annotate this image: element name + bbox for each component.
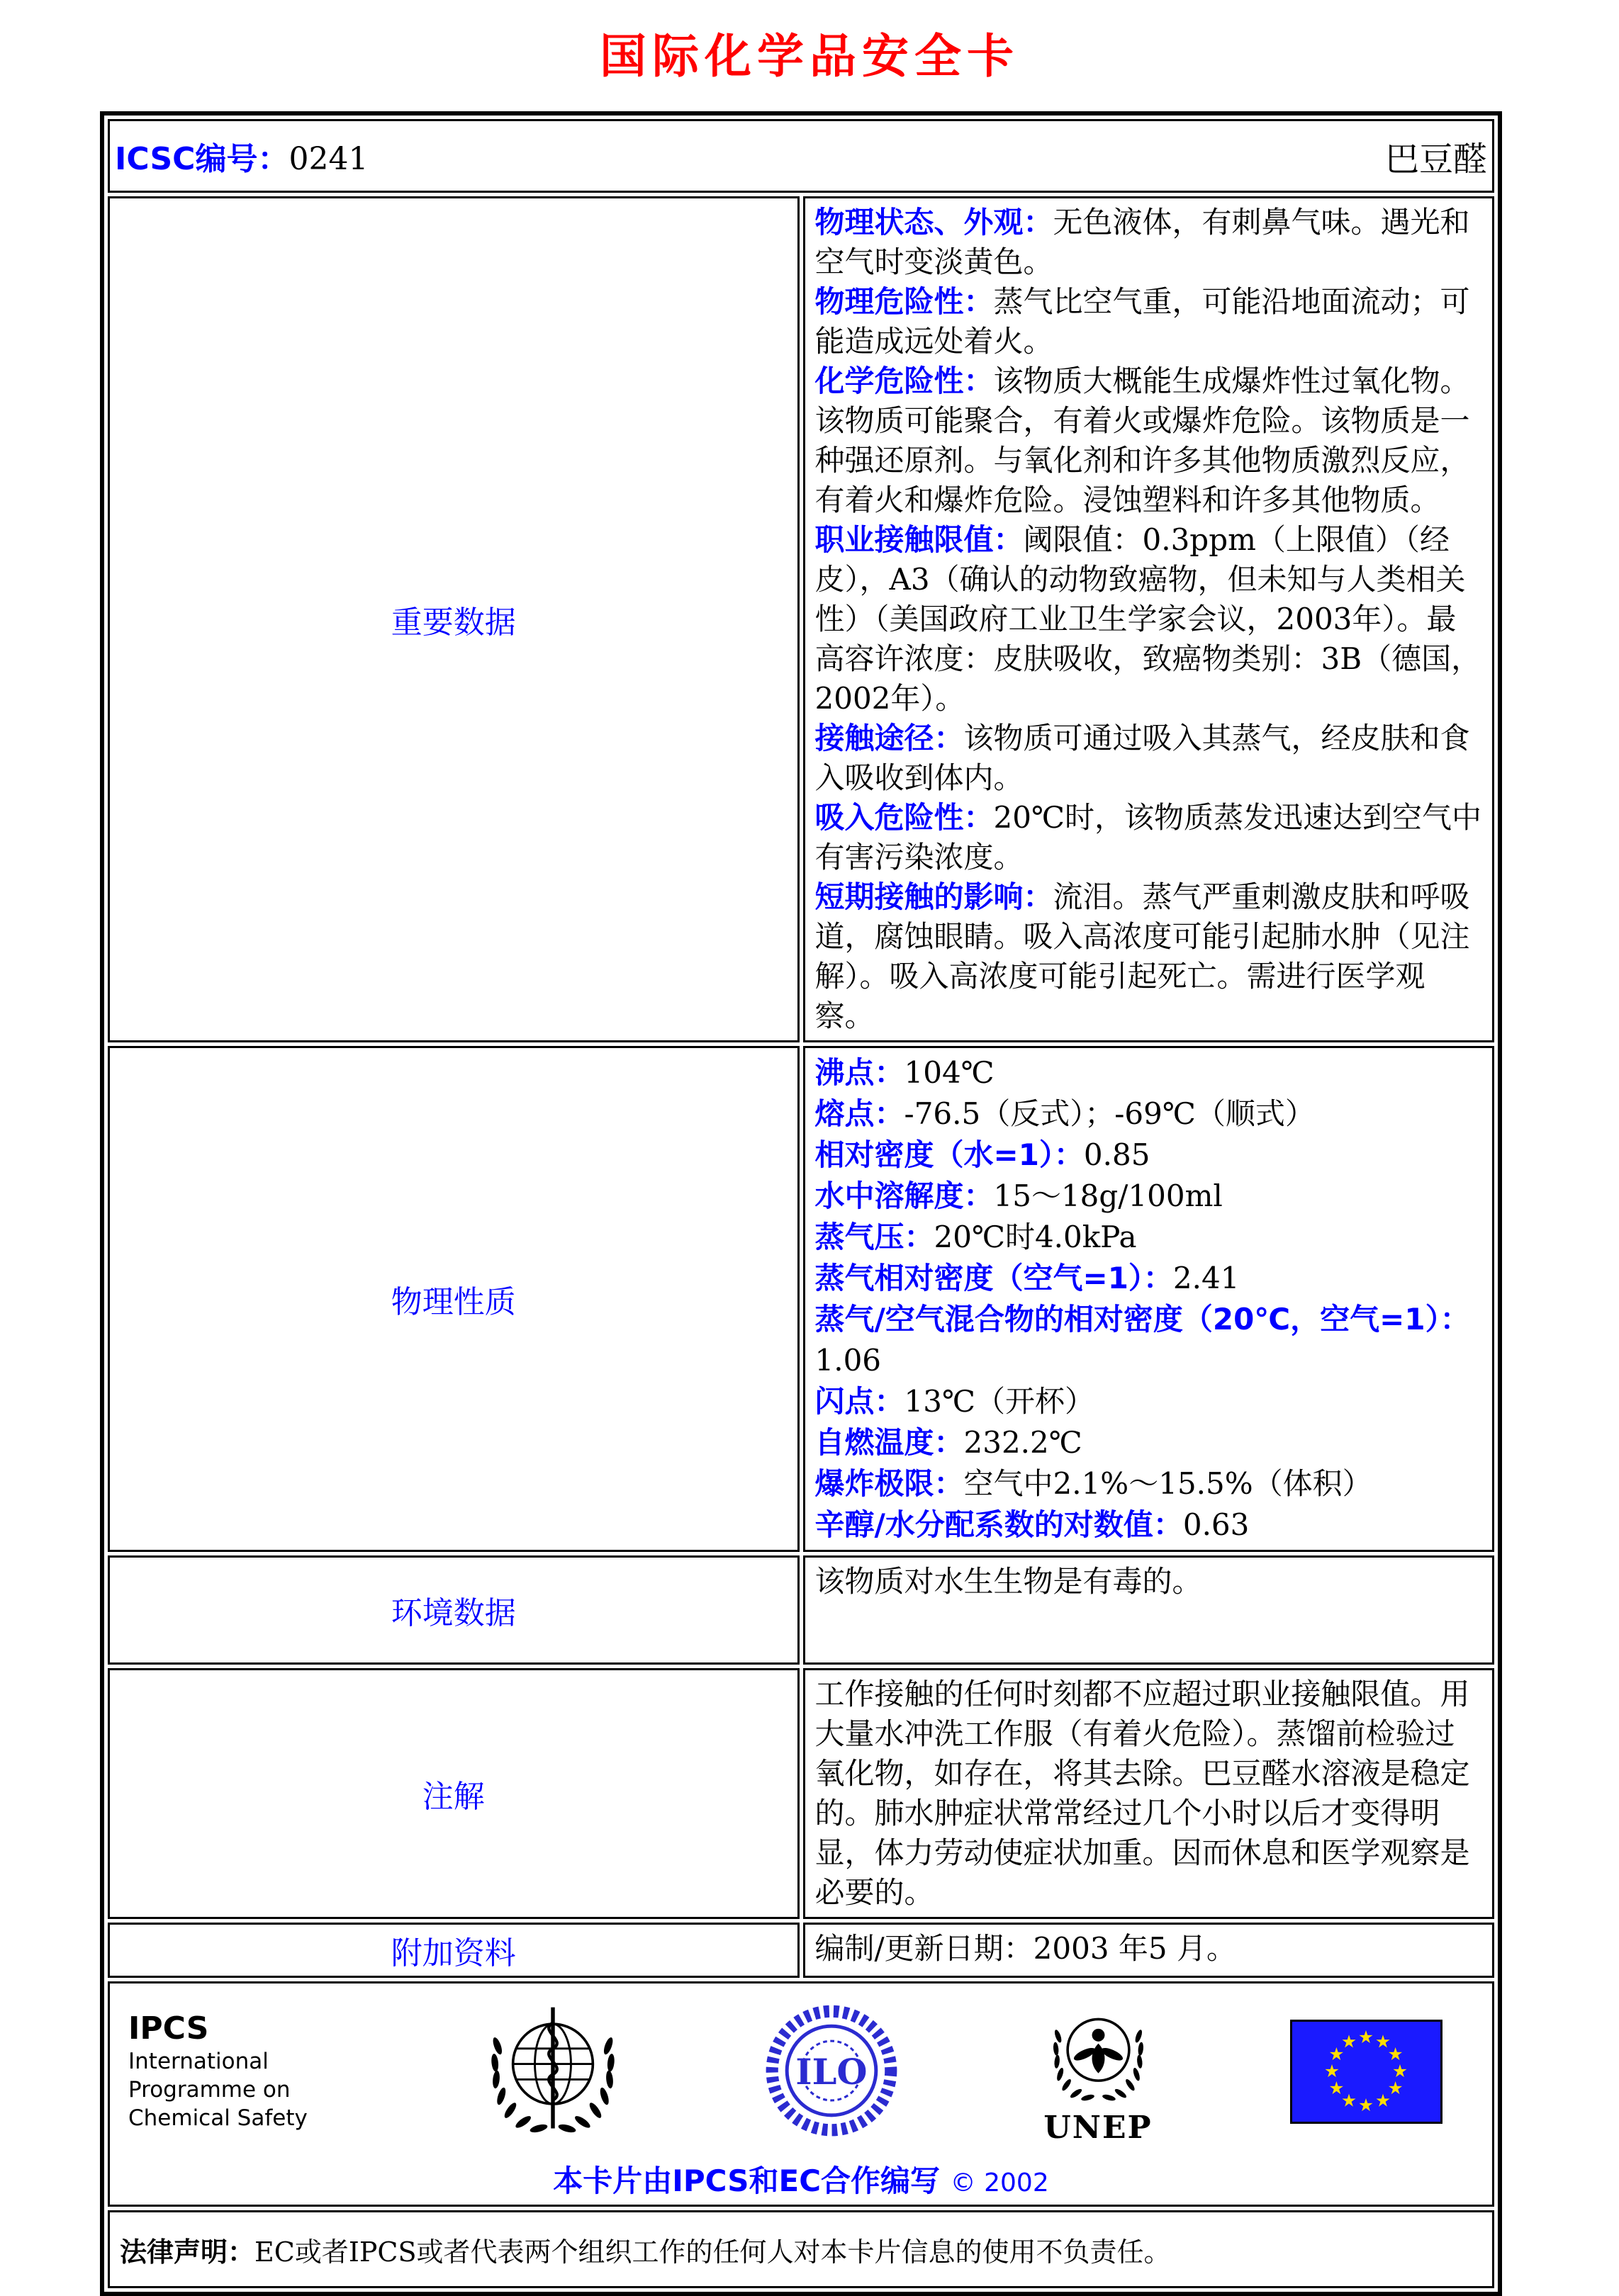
item-label: 蒸气压：	[814, 1220, 934, 1254]
item-text: 20℃时4.0kPa	[934, 1220, 1137, 1254]
important-item	[815, 877, 1483, 1036]
item-label: 水中溶解度：	[814, 1178, 994, 1213]
item-label: 相对密度（水=1）：	[814, 1137, 1084, 1172]
caption-text: 本卡片由IPCS和EC合作编写	[553, 2163, 941, 2198]
item-label: 熔点：	[814, 1096, 904, 1131]
item-text: 该物质可通过吸入其蒸气，经皮肤和食入吸收到体内。	[814, 721, 1470, 795]
important-item	[815, 798, 1483, 877]
ipcs-line: International	[128, 2049, 269, 2074]
who-logo-icon	[482, 1999, 624, 2144]
ipcs-line: Programme on	[128, 2077, 291, 2103]
ipcs-text-block	[128, 2010, 348, 2132]
row-legal-notice	[108, 2210, 1494, 2288]
row-notes	[108, 1668, 1494, 1919]
physical-item	[815, 1381, 1483, 1422]
header-row	[108, 119, 1494, 193]
item-text: 无色液体，有刺鼻气味。遇光和空气时变淡黄色。	[814, 205, 1470, 279]
icsc-card-table	[100, 111, 1502, 2296]
item-label: 化学危险性：	[814, 364, 994, 398]
physical-item	[815, 1217, 1483, 1258]
physical-item	[815, 1258, 1483, 1299]
item-text: 0.85	[1083, 1137, 1150, 1172]
logos-section	[108, 1981, 1494, 2207]
item-label: 爆炸极限：	[814, 1466, 964, 1501]
physical-item	[815, 1463, 1483, 1504]
item-text: 104℃	[904, 1055, 995, 1090]
section-label-important: 重要数据	[108, 196, 800, 1042]
section-label-notes: 注解	[108, 1668, 800, 1919]
physical-properties-content	[803, 1046, 1495, 1552]
item-label: 物理状态、外观：	[814, 205, 1053, 240]
row-important-data	[108, 196, 1494, 1042]
icsc-number-value: 0241	[288, 141, 369, 177]
important-item	[815, 719, 1483, 798]
logos-strip	[124, 1992, 1478, 2146]
item-label: 接触途径：	[814, 721, 964, 755]
ilo-logo-icon	[757, 2000, 906, 2142]
item-text: 15～18g/100ml	[993, 1178, 1223, 1213]
physical-item	[815, 1052, 1483, 1093]
ilo-emblem-svg	[757, 2000, 906, 2142]
additional-text: 编制/更新日期：2003 年5 月。	[814, 1931, 1236, 1966]
important-item	[815, 361, 1483, 520]
copyright-text: © 2002	[950, 2168, 1049, 2197]
ilo-letters: ILO	[795, 2052, 868, 2093]
item-label: 闪点：	[814, 1384, 904, 1419]
additional-info-content	[803, 1923, 1495, 1978]
notes-content	[803, 1668, 1495, 1919]
important-item	[815, 282, 1483, 361]
row-logos	[108, 1981, 1494, 2207]
ipcs-line: Chemical Safety	[128, 2105, 308, 2131]
item-label: 蒸气相对密度（空气=1）：	[814, 1261, 1173, 1295]
physical-item	[815, 1299, 1483, 1381]
item-text: 0.63	[1182, 1507, 1250, 1542]
cooperation-caption	[124, 2158, 1478, 2200]
item-label: 自燃温度：	[814, 1425, 964, 1460]
physical-item	[815, 1135, 1483, 1176]
item-text: 1.06	[814, 1343, 882, 1378]
page-title: 国际化学品安全卡	[600, 29, 1019, 84]
environmental-data-content	[803, 1555, 1495, 1665]
legal-label: 法律声明：	[120, 2236, 255, 2268]
item-label: 短期接触的影响：	[814, 879, 1053, 914]
item-text: 空气中2.1%～15.5%（体积）	[963, 1466, 1372, 1501]
item-label: 沸点：	[814, 1055, 904, 1090]
section-label-additional: 附加资料	[108, 1923, 800, 1978]
item-text: 2.41	[1172, 1261, 1240, 1295]
item-label: 吸入危险性：	[814, 800, 994, 835]
physical-item	[815, 1422, 1483, 1463]
important-item	[815, 203, 1483, 282]
important-item	[815, 520, 1483, 719]
unep-emblem-svg	[1040, 1999, 1157, 2112]
row-additional-info	[108, 1923, 1494, 1978]
unep-wreath-left	[1053, 2029, 1095, 2102]
eu-flag-icon	[1290, 2020, 1442, 2124]
item-text: 20℃时，该物质蒸发迅速达到空气中有害污染浓度。	[814, 800, 1481, 874]
item-text: 阈限值：0.3ppm（上限值）（经皮），A3（确认的动物致癌物，但未知与人类相关性）（美国政府工业卫生学家会议，2003年）。最高容许浓度：皮肤吸收，致癌物类别：3B（德国，2002年）。	[814, 522, 1481, 716]
header-content	[111, 132, 1491, 181]
item-text: -76.5（反式）；-69℃（顺式）	[904, 1096, 1315, 1131]
item-text: 蒸气比空气重，可能沿地面流动；可能造成远处着火。	[814, 284, 1470, 359]
legal-text: EC或者IPCS或者代表两个组织工作的任何人对本卡片信息的使用不负责任。	[254, 2236, 1171, 2268]
section-label-environment: 环境数据	[108, 1555, 800, 1665]
item-text: 13℃（开杯）	[904, 1384, 1094, 1419]
item-label: 蒸气/空气混合物的相对密度（20℃，空气=1）：	[814, 1302, 1470, 1336]
row-environmental-data	[108, 1555, 1494, 1665]
item-text: 232.2℃	[963, 1425, 1082, 1460]
physical-item	[815, 1176, 1483, 1217]
physical-item	[815, 1093, 1483, 1135]
icsc-number	[115, 133, 368, 179]
item-label: 辛醇/水分配系数的对数值：	[814, 1507, 1183, 1542]
section-label-physical: 物理性质	[108, 1046, 800, 1552]
who-emblem-svg	[482, 1999, 624, 2144]
physical-item	[815, 1504, 1483, 1546]
item-text: 该物质大概能生成爆炸性过氧化物。该物质可能聚合，有着火或爆炸危险。该物质是一种强还原剂。与氧化剂和许多其他物质激烈反应，有着火和爆炸危险。浸蚀塑料和许多其他物质。	[814, 364, 1470, 517]
notes-text: 工作接触的任何时刻都不应超过职业接触限值。用大量水冲洗工作服（有着火危险）。蒸馏前检验过氧化物，如存在，将其去除。巴豆醛水溶液是稳定的。肺水肿症状常常经过几个小时以后才变得明显，体力劳动使症状加重。因而休息和医学观察是必要的。	[814, 1677, 1470, 1910]
ipcs-acronym: IPCS	[128, 2010, 209, 2047]
icsc-number-label: ICSC编号：	[115, 141, 289, 177]
item-label: 职业接触限值：	[814, 522, 1024, 557]
row-physical-properties	[108, 1046, 1494, 1552]
unep-logo-icon	[1040, 1999, 1157, 2144]
unep-wreath-right	[1102, 2029, 1144, 2102]
important-data-content	[803, 196, 1495, 1042]
item-label: 物理危险性：	[814, 284, 994, 319]
environment-text: 该物质对水生生物是有毒的。	[814, 1564, 1202, 1599]
chemical-name: 巴豆醛	[1384, 139, 1487, 179]
eu-flag-svg	[1290, 2020, 1442, 2124]
unep-wordmark: UNEP	[1043, 2110, 1153, 2146]
item-text: 流泪。蒸气严重刺激皮肤和呼吸道，腐蚀眼睛。吸入高浓度可能引起肺水肿（见注解）。吸入高浓度可能引起死亡。需进行医学观察。	[814, 879, 1470, 1033]
legal-notice	[108, 2210, 1494, 2288]
